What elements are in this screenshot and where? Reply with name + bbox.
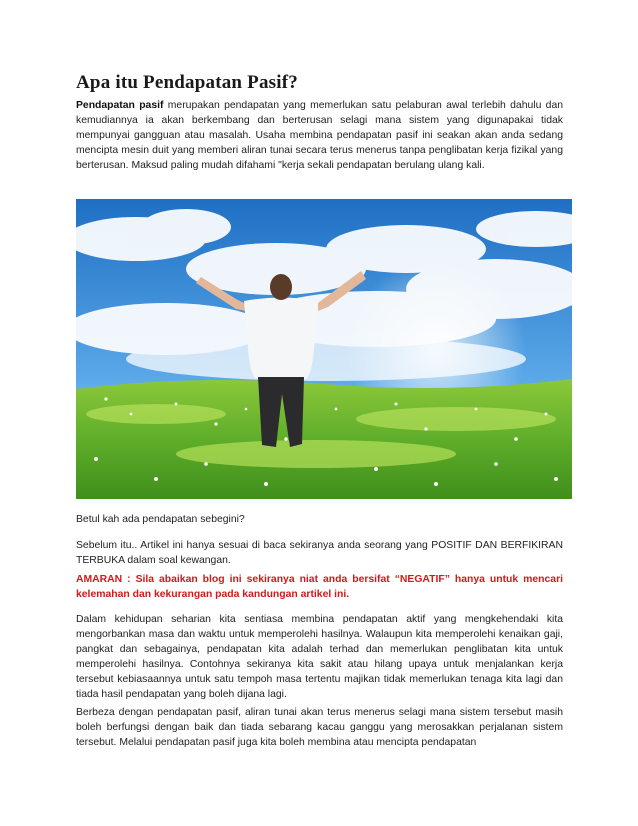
paragraph-active-income: Dalam kehidupan seharian kita sentiasa membina pendapatan aktif yang mengkehendaki kita mengorbankan masa dan waktu untuk memperolehi hasilnya. Walaupun kita memperolehi kenaikan gaji, pangkat dan sebagainya, pendapatan kita adalah terhad dan memerlukan penglibatan kita untuk memperolehi hasilnya. Contohnya sekiranya kita sakit atau hilang upaya untuk menjalankan kerja tersebut kebiasaannya untuk satu tempoh masa tertentu majikan tidak memerlukan tenaga kita lagi dan tiada hasil pendapatan yang boleh dijana lagi. [76, 614, 563, 700]
paragraph-passive-income: Berbeza dengan pendapatan pasif, aliran tunai akan terus menerus selagi mana sistem tersebut masih boleh berfungsi dengan baik dan tiada sebarang kacau ganggu yang merosakkan perjalanan sistem tersebut. Melalui pendapatan pasif juga kita boleh membina atau mencipta pendapatan [76, 707, 563, 748]
intro-bold-term: Pendapatan pasif [76, 100, 164, 111]
intro-text: merupakan pendapatan yang memerlukan satu pelaburan awal terlebih dahulu dan kemudiannya ia akan berkembang dan berterusan selagi mana sistem yang digunapakai tidak mempunyai gangguan atau masalah. Usaha membina pendapatan pasif ini seakan akan anda sedang mencipta mesin duit yang memberi aliran tunai secara terus menerus tanpa penglibatan kerja fizikal yang berterusan. Maksud paling mudah difahami "kerja sekali pendapatan berulang ulang kali. [76, 100, 563, 171]
article-title: Apa itu Pendapatan Pasif? [76, 72, 298, 93]
hero-photo-man-arms-raised-in-field [76, 199, 572, 499]
intro-paragraph [76, 98, 563, 173]
question-text: Betul kah ada pendapatan sebegini? [76, 514, 245, 525]
grass-field [76, 379, 572, 499]
warning-text: AMARAN : Sila abaikan blog ini sekiranya niat anda bersifat “NEGATIF” hanya untuk mencari kelemahan dan kekurangan pada kandungan artikel ini. [76, 574, 563, 600]
paragraph-disclaimer: Sebelum itu.. Artikel ini hanya sesuai di baca sekiranya anda seorang yang POSITIF DAN BERFIKIRAN TERBUKA dalam soal kewangan. [76, 540, 563, 566]
